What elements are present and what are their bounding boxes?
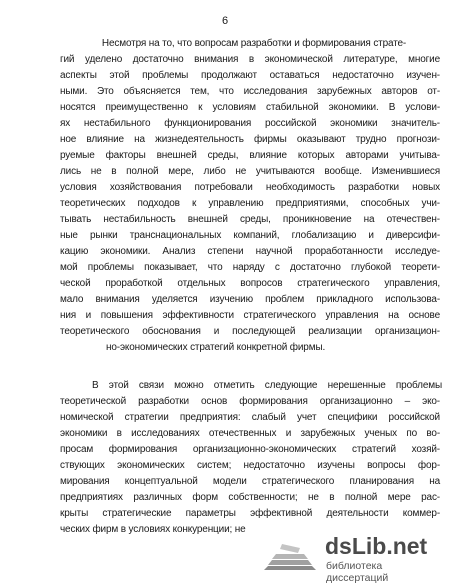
text-line: Несмотря на то, что вопросам разработки и формирования страте-	[101, 38, 407, 49]
text-line: предприятиях различных форм собственности; не в полной мере рас-	[60, 492, 440, 503]
text-line: крыты стратегические параметры эффективной деятельности коммер-	[60, 508, 440, 519]
text-line: номической стратегии предприятия: слабый учет специфики российской	[60, 412, 440, 423]
text-line: мирования концептуальной модели стратегического планирования на	[60, 476, 440, 487]
text-line: тывать нестабильность внешней среды, проникновение на отечествен-	[60, 214, 440, 225]
paragraph-1	[60, 36, 440, 356]
text-line: мало внимания уделяется изучению проблем прикладного использова-	[60, 294, 440, 305]
text-line: теоретического обоснования и последующей реализации организацион-	[60, 326, 440, 337]
text-line: гий уделено достаточно внимания в экономической литературе, многие	[60, 54, 440, 65]
text-line: но-экономических стратегий конкретной фирмы.	[106, 342, 326, 353]
text-line: лись не в полной мере, либо не учитываются вообще. Изменившиеся	[60, 166, 440, 177]
page-number: 6	[221, 15, 229, 27]
text-line: ное влияние на жизнедеятельность фирмы оказывают трудно прогнози-	[60, 134, 440, 145]
text-line: ствующих экономических систем; недостаточно изучены вопросы фор-	[60, 460, 440, 471]
text-line: ческих фирм в условиях конкуренции; не	[60, 524, 246, 535]
text-line: условия хозяйствования потребовали необходимость разработки новых	[60, 182, 440, 193]
watermark-brand: dsLib.net	[325, 533, 428, 559]
text-line: просам формирования организационно-экономических стратегий хозяй-	[60, 444, 440, 455]
text-line: ческой проработкой отдельных вопросов стратегического управления,	[60, 278, 440, 289]
watermark-subtitle: библиотека диссертаций	[326, 560, 389, 584]
paragraph-2	[60, 378, 442, 538]
text-line: аспекты этой проблемы продолжают оставаться недостаточно изучен-	[60, 70, 440, 81]
text-line: ными. Это объясняется тем, что исследования зарубежных авторов от-	[60, 86, 440, 97]
text-line: В этой связи можно отметить следующие нерешенные проблемы	[92, 380, 442, 391]
text-line: ния и повышения эффективности стратегического управления на основе	[60, 310, 440, 321]
dslib-watermark[interactable]	[260, 533, 442, 584]
text-line: экономики в исследованиях отечественных и зарубежных ученых по во-	[60, 428, 440, 439]
text-line: носятся преимущественно к условиям стабильной экономики. В услови-	[60, 102, 440, 113]
text-line: кацию экономики. Анализ степени научной проработанности исследуе-	[60, 246, 440, 257]
book-stack-icon	[260, 538, 320, 572]
text-line: ях нестабильного функционирования российской экономики значитель-	[60, 118, 440, 129]
text-line: теоретической разработки основ формирования организационно – эко-	[60, 396, 440, 407]
text-line: теоретических подходов к управлению предприятиями, способных учи-	[60, 198, 440, 209]
text-line: руемые факторы внешней среды, влияние которых авторами учитыва-	[60, 150, 440, 161]
text-line: ные рынки транснациональных компаний, глобализацию и диверсифи-	[60, 230, 440, 241]
text-line: мой проблемы показывает, что наряду с достаточно глубокой теорети-	[60, 262, 440, 273]
